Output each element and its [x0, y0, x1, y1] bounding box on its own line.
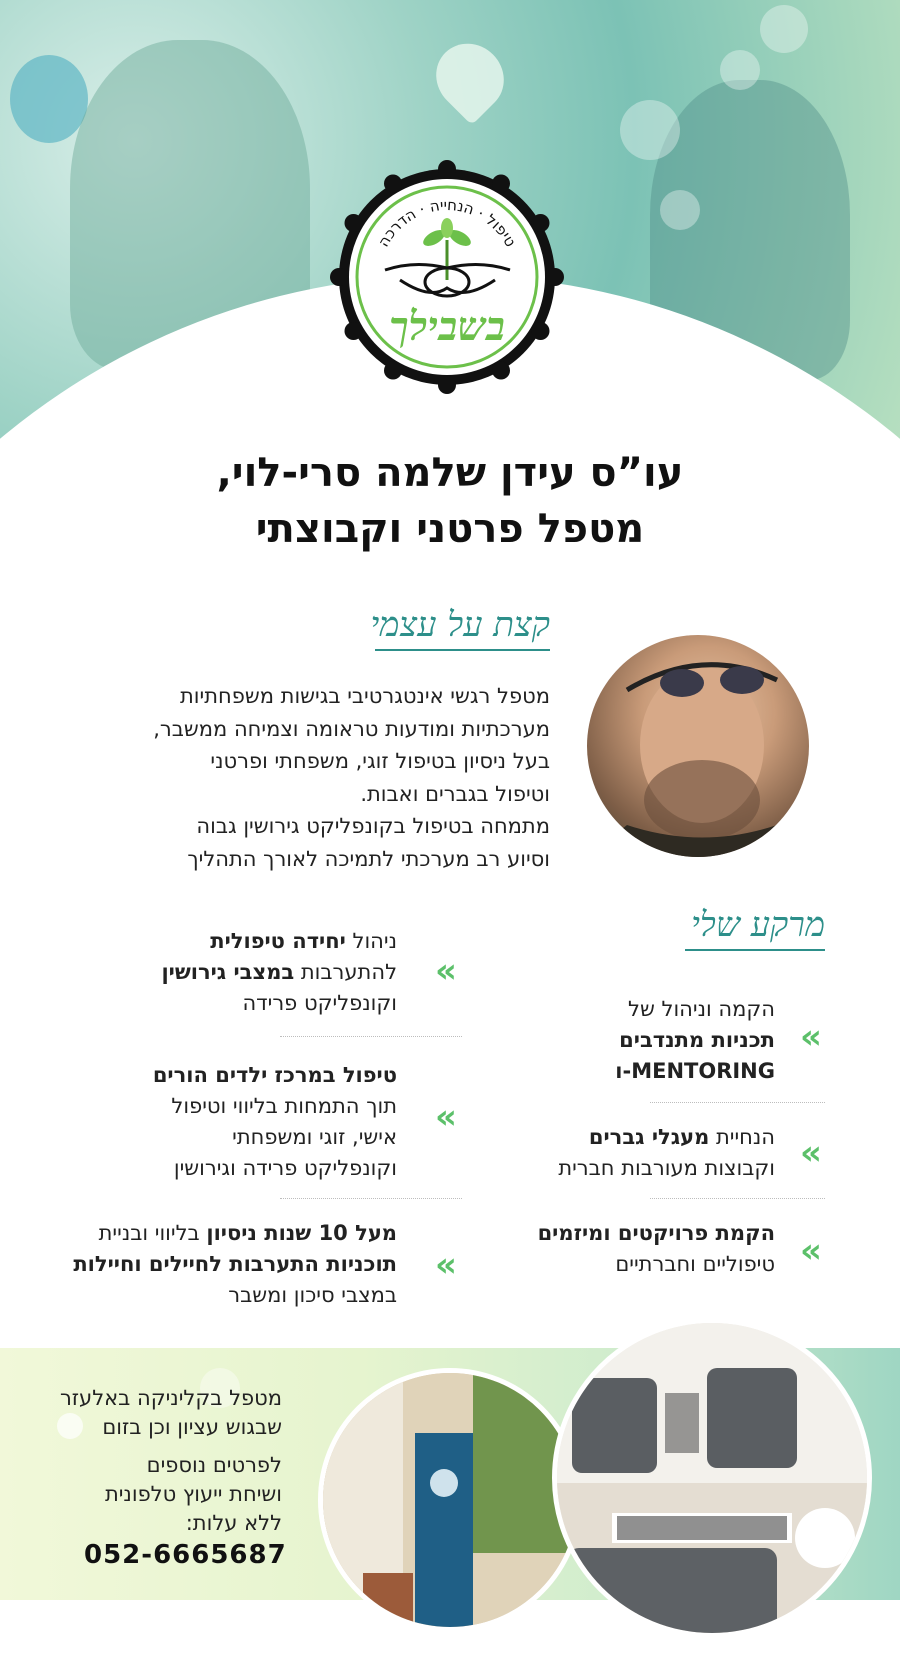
balloon-image: [10, 55, 88, 143]
item-text: בליווי ובניית: [98, 1221, 207, 1245]
footer-line: מטפל בקליניקה באלעזר: [59, 1386, 282, 1410]
background-item: [558, 1122, 775, 1184]
contact-info: [105, 1451, 282, 1538]
clinic-door-photo: [318, 1368, 582, 1632]
item-bold-text: יחידה טיפולית: [210, 929, 346, 953]
footer-line: ושיחת ייעוץ טלפונית: [104, 1482, 282, 1506]
bokeh-light: [620, 100, 680, 160]
item-text: הנחיית: [709, 1125, 775, 1149]
item-bold-text: במצבי גירושין: [161, 960, 295, 984]
about-text: [80, 680, 550, 875]
door-drawing: [323, 1373, 577, 1627]
footer-line: ללא עלות:: [185, 1511, 282, 1535]
item-text: אישי, זוגי ומשפחתי: [232, 1125, 397, 1149]
item-text: להתערבות: [294, 960, 397, 984]
background-item: [161, 926, 397, 1019]
background-item: [615, 994, 775, 1087]
background-heading-text: מרקע שלי: [691, 905, 825, 945]
therapist-portrait: [587, 635, 809, 857]
item-bold-text: הקמת פרויקטים ומיזמים: [537, 1221, 775, 1245]
background-item: [538, 1218, 775, 1280]
heart-image: [422, 30, 517, 125]
logo-ring-text: טיפול · הנחייה · הדרכה: [374, 195, 520, 250]
about-line: מטפל רגשי אינטגרטיבי בגישות משפחתיות: [179, 684, 550, 708]
logo-brand-text: בשבילך: [389, 303, 505, 350]
item-text: וקונפליקט פרידה: [242, 991, 397, 1015]
footer-line: שבגוש עציון וכן בזום: [102, 1415, 282, 1439]
about-line: בעל ניסיון בטיפול זוגי, משפחתי ופרטני: [210, 749, 550, 773]
about-line: וטיפול בגברים ואבות.: [360, 781, 550, 806]
chevron-left-icon: «: [800, 1017, 822, 1057]
title-line-2: מטפל פרטני וקבוצתי: [255, 506, 645, 552]
room-drawing: [557, 1323, 867, 1633]
chevron-left-icon: «: [800, 1133, 822, 1173]
portrait-drawing: [587, 635, 809, 857]
phone-number[interactable]: 052-6665687: [84, 1540, 287, 1570]
chevron-left-icon: «: [435, 951, 457, 991]
item-bold-text: MENTORING-ו: [615, 1059, 775, 1083]
footer-line: לפרטים נוספים: [146, 1453, 282, 1477]
brand-logo: [330, 160, 564, 394]
about-heading-text: קצת על עצמי: [370, 605, 550, 645]
item-bold-text: טיפול במרכז ילדים הורים: [152, 1063, 397, 1087]
about-line: מערכתיות ומודעות טראומה וצמיחה ממשבר,: [153, 716, 550, 741]
item-bold-text: מעל 10 שנות ניסיון: [206, 1221, 397, 1245]
bokeh-light: [660, 190, 700, 230]
chevron-left-icon: «: [435, 1097, 457, 1137]
title-line-1: עו”ס עידן שלמה סרי-לוי,: [216, 450, 684, 496]
about-line: מתמחה בטיפול בקונפליקט גירושין גבוה: [196, 814, 550, 838]
background-heading: [691, 905, 825, 945]
divider: [650, 1102, 825, 1103]
bokeh-light: [760, 5, 808, 53]
item-bold-text: מעגלי גברים: [588, 1125, 710, 1149]
item-text: וקונפליקט פרידה וגירושין: [173, 1156, 397, 1180]
chevron-left-icon: «: [435, 1245, 457, 1285]
item-bold-text: תכניות מתנדבים: [619, 1028, 775, 1052]
item-text: במצבי סיכון ומשבר: [228, 1283, 397, 1307]
item-bold-text: תוכניות התערבות לחיילים וחיילות: [73, 1252, 397, 1276]
page-title: [0, 445, 900, 557]
item-text: וקבוצות מעורבות חברית: [558, 1156, 775, 1180]
item-text: טיפוליים וחברתיים: [615, 1252, 775, 1276]
chevron-left-icon: «: [800, 1231, 822, 1271]
item-text: תוך התמחות בליווי וטיפול: [171, 1094, 397, 1118]
heading-underline: [685, 949, 825, 951]
item-text: ניהול: [345, 929, 397, 953]
divider: [280, 1036, 462, 1037]
background-item: [73, 1218, 397, 1311]
bokeh-light: [720, 50, 760, 90]
clinic-room-photo: [552, 1318, 872, 1638]
divider: [280, 1198, 462, 1199]
item-text: הקמה וניהול של: [628, 997, 775, 1021]
background-item: [153, 1060, 397, 1184]
about-line: וסיוע רב מערכתי לתמיכה לאורך התהליך: [187, 846, 550, 871]
heading-underline: [375, 649, 550, 651]
divider: [650, 1198, 825, 1199]
about-heading: [370, 605, 550, 645]
clinic-location: [60, 1384, 282, 1442]
